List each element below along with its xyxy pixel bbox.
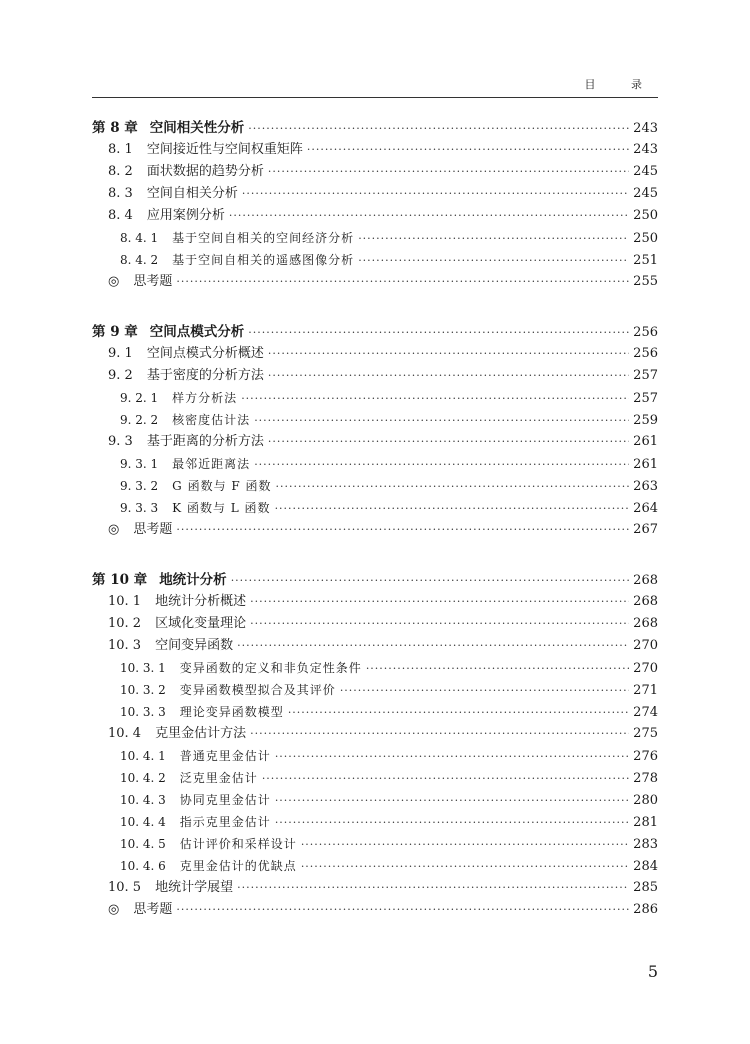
entry-number: 10. 3. 1 [120,661,166,675]
toc-subsection[interactable] [92,767,658,789]
chapter-number: 第 10 章 [92,572,148,588]
entry-number: 10. 1 [108,594,142,609]
entry-number: 8. 4. 1 [120,231,159,245]
dot-leader [275,498,630,520]
page-ref: 264 [633,501,658,516]
entry-number: 10. 3. 2 [120,683,166,697]
dot-leader [268,431,629,453]
dot-leader [301,834,629,856]
entry-number: 10. 4. 2 [120,771,166,785]
entry-title: 克里金估计的优缺点 [179,859,297,873]
entry-number: 8. 3 [108,186,133,201]
page-ref: 268 [633,616,658,631]
entry-title: 估计评价和采样设计 [179,837,297,851]
toc-subsection[interactable] [92,855,658,877]
page-ref: 259 [633,413,658,428]
entry-number: 8. 4 [108,208,133,223]
entry-title: 克里金估计方法 [155,726,247,741]
entry-title: 样方分析法 [172,391,238,405]
entry-title: 基于空间自相关的空间经济分析 [172,231,355,245]
toc-chapter [92,569,658,921]
entry-number: 10. 4. 5 [120,837,166,851]
toc-section[interactable] [92,343,658,365]
toc-exercises[interactable] [92,271,658,293]
entry-number: 10. 3. 3 [120,705,166,719]
dot-leader [237,635,629,657]
entry-number: 8. 4. 2 [120,253,159,267]
dot-leader [248,322,629,344]
toc-subsection[interactable] [92,701,658,723]
toc-chapter-heading[interactable] [92,117,658,139]
dot-leader [241,388,629,410]
entry-title: 普通克里金估计 [179,749,271,763]
toc-chapter [92,321,658,541]
dot-leader [229,205,629,227]
entry-title: 基于距离的分析方法 [146,434,264,449]
entry-number: ◎ [108,274,120,289]
entry-title: 理论变异函数模型 [179,705,284,719]
entry-number: 8. 2 [108,164,133,179]
dot-leader [268,365,629,387]
toc-subsection[interactable] [92,409,658,431]
entry-number: 9. 3. 1 [120,457,159,471]
toc-exercises[interactable] [92,519,658,541]
entry-title: 面状数据的趋势分析 [146,164,264,179]
entry-title: 最邻近距离法 [172,457,251,471]
page-ref: 270 [633,661,658,676]
dot-leader [275,812,629,834]
toc-section[interactable] [92,431,658,453]
header-rule [92,97,658,98]
page-ref: 243 [633,142,658,157]
entry-number: 10. 4. 3 [120,793,166,807]
toc-subsection[interactable] [92,475,658,497]
entry-number: 10. 4 [108,726,142,741]
running-head: 目 录 [584,78,658,91]
entry-number: 10. 2 [108,616,142,631]
page-ref: 257 [633,368,658,383]
dot-leader [358,250,629,272]
entry-title: 空间点模式分析概述 [146,346,264,361]
dot-leader [250,723,629,745]
toc-section[interactable] [92,205,658,227]
dot-leader [340,680,629,702]
page-ref: 286 [633,902,658,917]
entry-number: 9. 3. 2 [120,479,159,493]
page-ref: 268 [633,573,658,588]
toc-subsection[interactable] [92,453,658,475]
chapter-title: 地统计分析 [159,572,227,588]
entry-title: 空间接近性与空间权重矩阵 [146,142,303,157]
entry-title: 核密度估计法 [172,413,251,427]
dot-leader [242,183,629,205]
chapter-number: 第 8 章 [92,120,138,136]
page-ref: 250 [633,208,658,223]
entry-title: G 函数与 F 函数 [172,479,272,493]
toc-subsection[interactable] [92,679,658,701]
dot-leader [366,658,629,680]
toc-section[interactable] [92,877,658,899]
entry-number: 10. 4. 4 [120,815,166,829]
dot-leader [307,139,629,161]
entry-number: 10. 3 [108,638,142,653]
entry-number: 10. 5 [108,880,142,895]
page-ref: 245 [633,164,658,179]
entry-title: 基于空间自相关的遥感图像分析 [172,253,355,267]
entry-title: 变异函数模型拟合及其评价 [179,683,336,697]
entry-number: 9. 1 [108,346,133,361]
entry-number: 9. 3 [108,434,133,449]
toc-section[interactable] [92,139,658,161]
page-ref: 261 [633,434,658,449]
toc-subsection[interactable] [92,497,658,519]
toc-subsection[interactable] [92,811,658,833]
toc-section[interactable] [92,635,658,657]
toc-subsection[interactable] [92,657,658,679]
toc-exercises[interactable] [92,899,658,921]
toc-chapter-heading[interactable] [92,569,658,591]
dot-leader [262,768,629,790]
dot-leader [250,591,629,613]
page-ref: 256 [633,346,658,361]
toc-section[interactable] [92,365,658,387]
page-ref: 284 [633,859,658,874]
entry-number: 9. 2 [108,368,133,383]
page-ref: 276 [633,749,658,764]
entry-title: 空间自相关分析 [146,186,238,201]
dot-leader [176,519,629,541]
dot-leader [268,161,629,183]
entry-title: 地统计分析概述 [155,594,247,609]
toc-subsection[interactable] [92,227,658,249]
dot-leader [231,570,629,592]
chapter-number: 第 9 章 [92,324,138,340]
page-ref: 250 [633,231,658,246]
dot-leader [254,410,629,432]
dot-leader [275,746,629,768]
dot-leader [288,702,629,724]
page-ref: 268 [633,594,658,609]
page-ref: 267 [633,522,658,537]
dot-leader [254,454,629,476]
dot-leader [237,877,629,899]
page-ref: 278 [633,771,658,786]
toc-chapter [92,117,658,293]
page-ref: 256 [633,325,658,340]
entry-number: ◎ [108,522,120,537]
page-ref: 245 [633,186,658,201]
entry-title: 地统计学展望 [155,880,234,895]
toc-chapter-heading[interactable] [92,321,658,343]
toc-subsection[interactable] [92,249,658,271]
page-ref: 271 [633,683,658,698]
toc-subsection[interactable] [92,387,658,409]
entry-number: 8. 1 [108,142,133,157]
dot-leader [268,343,629,365]
entry-number: 10. 4. 1 [120,749,166,763]
chapter-title: 空间相关性分析 [149,120,245,136]
entry-title: 区域化变量理论 [155,616,247,631]
dot-leader [250,613,629,635]
page-ref: 285 [633,880,658,895]
entry-title: 指示克里金估计 [179,815,271,829]
page-number: 5 [647,962,658,981]
entry-title: 变异函数的定义和非负定性条件 [179,661,362,675]
entry-title: 基于密度的分析方法 [146,368,264,383]
toc-section[interactable] [92,161,658,183]
page-ref: 257 [633,391,658,406]
toc-subsection[interactable] [92,789,658,811]
entry-title: 泛克里金估计 [179,771,258,785]
toc-subsection[interactable] [92,833,658,855]
toc-section[interactable] [92,613,658,635]
page-ref: 281 [633,815,658,830]
page-ref: 251 [633,253,658,268]
table-of-contents [92,117,658,921]
toc-section[interactable] [92,723,658,745]
entry-title: 协同克里金估计 [179,793,271,807]
dot-leader [176,899,629,921]
dot-leader [275,790,629,812]
entry-title: 思考题 [133,522,173,537]
page-ref: 263 [633,479,658,494]
entry-number: 9. 2. 1 [120,391,159,405]
dot-leader [301,856,629,878]
toc-section[interactable] [92,591,658,613]
dot-leader [176,271,629,293]
entry-title: K 函数与 L 函数 [172,501,271,515]
page-ref: 261 [633,457,658,472]
page-ref: 274 [633,705,658,720]
page-ref: 255 [633,274,658,289]
chapter-title: 空间点模式分析 [149,324,245,340]
page-ref: 275 [633,726,658,741]
entry-number: 9. 2. 2 [120,413,159,427]
entry-number: 10. 4. 6 [120,859,166,873]
entry-number: ◎ [108,902,120,917]
entry-number: 9. 3. 3 [120,501,159,515]
dot-leader [276,476,630,498]
page-ref: 243 [633,121,658,136]
entry-title: 应用案例分析 [146,208,225,223]
page-ref: 280 [633,793,658,808]
toc-section[interactable] [92,183,658,205]
entry-title: 空间变异函数 [155,638,234,653]
toc-subsection[interactable] [92,745,658,767]
dot-leader [358,228,629,250]
entry-title: 思考题 [133,902,173,917]
page-ref: 270 [633,638,658,653]
entry-title: 思考题 [133,274,173,289]
dot-leader [248,118,629,140]
page-ref: 283 [633,837,658,852]
